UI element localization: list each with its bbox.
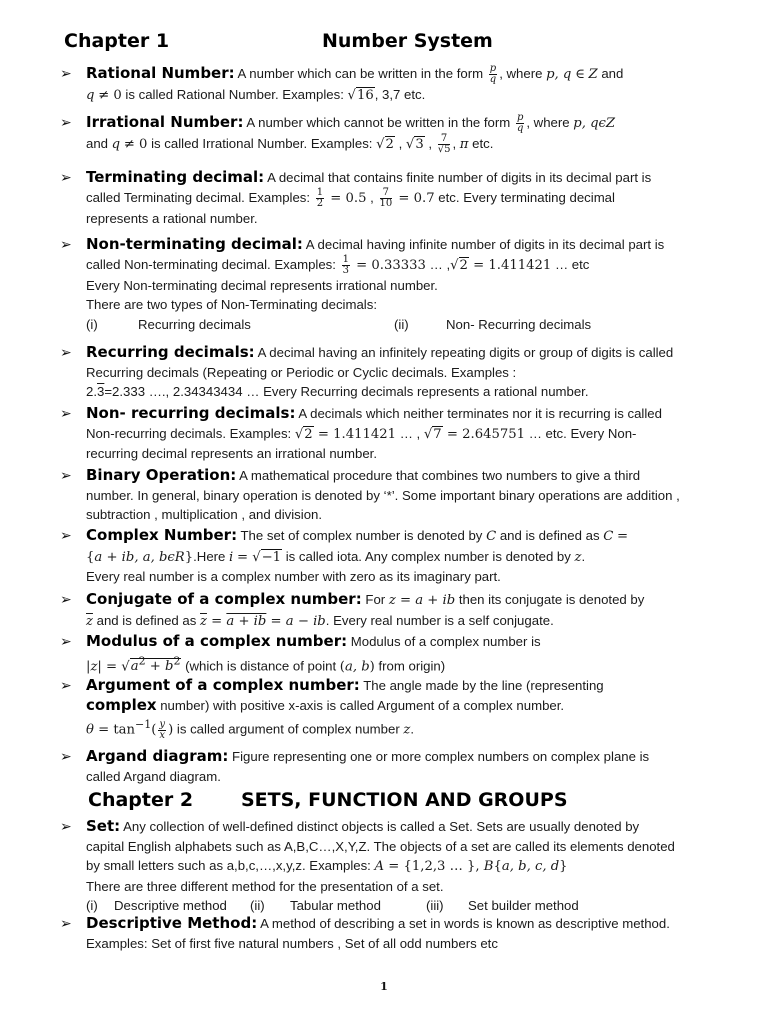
entry-rational-number: ➢ Rational Number: A number which can be written in the form $\frac{p}{q}$ , where p, q ∈ Z and q ≠ 0 is called Rational Number. Examples: √16, 3,7 etc. [60, 63, 624, 104]
term-descriptive-method: Descriptive Method: [86, 914, 258, 932]
chapter-2-title: SETS, FUNCTION AND GROUPS [241, 789, 568, 811]
arrow-bullet-icon: ➢ [60, 916, 72, 932]
chapter-1-title: Number System [322, 30, 493, 52]
arrow-bullet-icon: ➢ [60, 170, 72, 186]
arrow-bullet-icon: ➢ [60, 115, 72, 131]
term-argument: Argument of a complex number: [86, 676, 360, 694]
entry-modulus-complex-number: ➢ Modulus of a complex number: Modulus of a complex number is $|z| = √a^2 + b^2$ (which is distance of point (a, b) from origin) [60, 632, 541, 674]
term-non-recurring-decimals: Non- recurring decimals: [86, 404, 296, 422]
arrow-bullet-icon: ➢ [60, 406, 72, 422]
term-conjugate: Conjugate of a complex number: [86, 590, 362, 608]
set-presentation-methods-list: (i) Descriptive method (ii) Tabular method (iii) Set builder method [86, 898, 579, 914]
entry-non-terminating-decimal: ➢ Non-terminating decimal: A decimal having infinite number of digits in its decimal part is called Non-terminating decimal. Examples: $\frac{1}{3}$ = 0.33333 … ,√2 = 1.411421 … etc Every Non-terminating decimal represents irrational number. There are two types of Non-Terminating decimals: (i) Recurring decimals (ii) Non- Recurring decimals [60, 235, 680, 334]
term-complex-number: Complex Number: [86, 526, 238, 544]
term-set: Set: [86, 817, 121, 835]
term-binary-operation: Binary Operation: [86, 466, 237, 484]
term-rational-number: Rational Number: [86, 64, 235, 82]
arrow-bullet-icon: ➢ [60, 528, 72, 544]
entry-complex-number: ➢ Complex Number: The set of complex number is denoted by C and is defined as C = {a + ib, a, bϵR}.Here i = √−1 is called iota. Any complex number is denoted by z. Every real number is a complex number with zero as its imaginary part. [60, 526, 629, 585]
arrow-bullet-icon: ➢ [60, 634, 72, 650]
entry-argument-complex-number: ➢ Argument of a complex number: The angle made by the line (representing complex number) with positive x-axis is called Argument of a complex number. $\theta = \tan^{-1}$( $\frac{y}{x}$ ) is called argument of complex number z. [60, 676, 604, 741]
page-number: 1 [380, 980, 388, 993]
arrow-bullet-icon: ➢ [60, 592, 72, 608]
arrow-bullet-icon: ➢ [60, 66, 72, 82]
arrow-bullet-icon: ➢ [60, 678, 72, 694]
entry-recurring-decimals: ➢ Recurring decimals: A decimal having an infinitely repeating digits or group of digits is called Recurring decimals (Repeating or Periodic or Cyclic decimals. Examples : 2.3=2.333 …., 2.34343434 … Every Recurring decimals represents a rational number. [60, 343, 674, 400]
entry-irrational-number: ➢ Irrational Number: A number which cannot be written in the form $\frac{p}{q}$ , where p, qϵZ and q ≠ 0 is called Irrational Number. Examples: √2 , √3 , $\frac{7}{√5}$ , π etc. [60, 112, 616, 156]
non-terminating-types-list: (i) Recurring decimals (ii) Non- Recurring decimals [86, 316, 592, 332]
arrow-bullet-icon: ➢ [60, 345, 72, 361]
chapter-1-label: Chapter 1 [64, 30, 170, 52]
entry-terminating-decimal: ➢ Terminating decimal: A decimal that contains finite number of digits in its decimal part is called Terminating decimal. Examples: $\frac{1}{2}$ = 0.5 , $\frac{7}{10}$ = 0.7 etc. Every terminating decimal represents a rational number. [60, 168, 652, 226]
entry-set: ➢ Set: Any collection of well-defined distinct objects is called a Set. Sets are usually denoted by capital English alphabets such as A,B,C…,X,Y,Z. The objects of a set are called its elements denoted by small letters such as a,b,c,…,x,y,z. Examples: A = {1,2,3 … }, B{a, b, c, d} There are three different method for the presentation of a set. (i) Descriptive method (ii) Tabular method (iii) Set builder method [60, 817, 680, 916]
term-irrational-number: Irrational Number: [86, 113, 244, 131]
chapter-2-label: Chapter 2 [88, 789, 194, 811]
arrow-bullet-icon: ➢ [60, 468, 72, 484]
entry-binary-operation: ➢ Binary Operation: A mathematical procedure that combines two numbers to give a third number. In general, binary operation is denoted by ‘*’. Some important binary operations are addition , subtraction , multiplication , and division. [60, 466, 680, 523]
term-terminating-decimal: Terminating decimal: [86, 168, 265, 186]
term-modulus: Modulus of a complex number: [86, 632, 348, 650]
term-recurring-decimals: Recurring decimals: [86, 343, 255, 361]
term-argand-diagram: Argand diagram: [86, 747, 229, 765]
arrow-bullet-icon: ➢ [60, 237, 72, 253]
term-non-terminating-decimal: Non-terminating decimal: [86, 235, 303, 253]
entry-descriptive-method: ➢ Descriptive Method: A method of describing a set in words is known as descriptive method. Examples: Set of first five natural numbers , Set of all odd numbers etc [60, 914, 670, 951]
fraction-p-over-q: $\frac{p}{q}$ [489, 63, 497, 86]
entry-conjugate-complex-number: ➢ Conjugate of a complex number: For z = a + ib then its conjugate is denoted by $\overline{z}$ and is defined as $\overline{z} = a$ + ib = a − ib. Every real number is a self conjugate. [60, 590, 645, 629]
arrow-bullet-icon: ➢ [60, 749, 72, 765]
entry-non-recurring-decimals: ➢ Non- recurring decimals: A decimals which neither terminates nor it is recurring is called Non-recurring decimals. Examples: √2 = 1.411421 … , √7 = 2.645751 … etc. Every Non-recurring decimal represents an irrational number. [60, 404, 662, 462]
entry-argand-diagram: ➢ Argand diagram: Figure representing one or more complex numbers on complex plane is called Argand diagram. [60, 747, 650, 784]
arrow-bullet-icon: ➢ [60, 819, 72, 835]
